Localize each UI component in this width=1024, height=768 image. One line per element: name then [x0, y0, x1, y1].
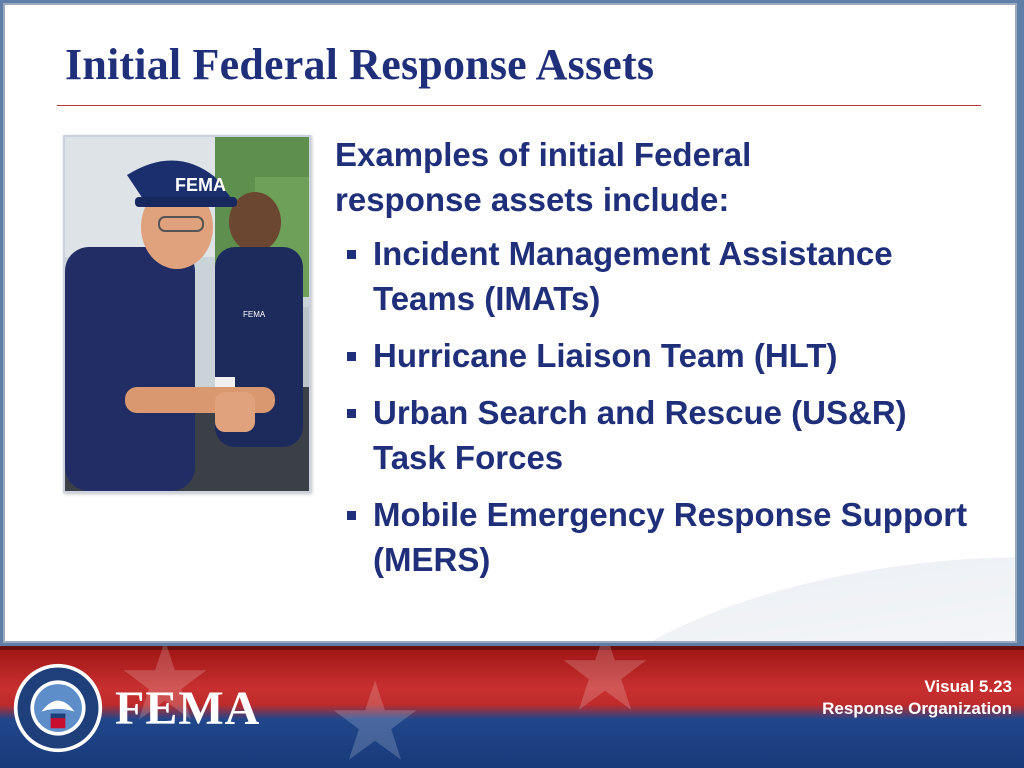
- intro-text: Examples of initial Federal response assets include:: [335, 136, 752, 218]
- title-rule: [57, 105, 981, 106]
- footer-banner: [0, 646, 1024, 768]
- bullet-item-imats: [345, 231, 975, 321]
- shirt-text: FEMA: [243, 310, 266, 319]
- footer-caption: [822, 676, 1012, 720]
- photo-illustration: [65, 137, 309, 491]
- cap-text: FEMA: [175, 175, 226, 195]
- bullet-text: Urban Search and Rescue (US&R) Task Forces: [373, 394, 907, 476]
- bullet-item-mers: [345, 492, 975, 582]
- bullet-text: Incident Management Assistance Teams (IMATs): [373, 235, 893, 317]
- square-bullet-icon: [347, 409, 356, 418]
- photo-fema-workers: [63, 135, 311, 493]
- square-bullet-icon: [347, 352, 356, 361]
- fema-logo: FEMA: [115, 682, 261, 735]
- dhs-seal-icon: [12, 662, 104, 754]
- slide-title: Initial Federal Response Assets: [65, 40, 655, 89]
- content-panel: [3, 3, 1017, 643]
- bullet-item-usr: [345, 390, 975, 480]
- square-bullet-icon: [347, 511, 356, 520]
- section-label: Response Organization: [822, 699, 1012, 718]
- bullet-item-hlt: [345, 333, 975, 378]
- bullet-text: Hurricane Liaison Team (HLT): [373, 337, 838, 374]
- star-icon: [560, 646, 650, 716]
- bullet-text: Mobile Emergency Response Support (MERS): [373, 496, 968, 578]
- visual-label: Visual 5.23: [924, 677, 1012, 696]
- square-bullet-icon: [347, 250, 356, 259]
- bullet-list: [345, 231, 975, 594]
- star-icon: [330, 676, 420, 766]
